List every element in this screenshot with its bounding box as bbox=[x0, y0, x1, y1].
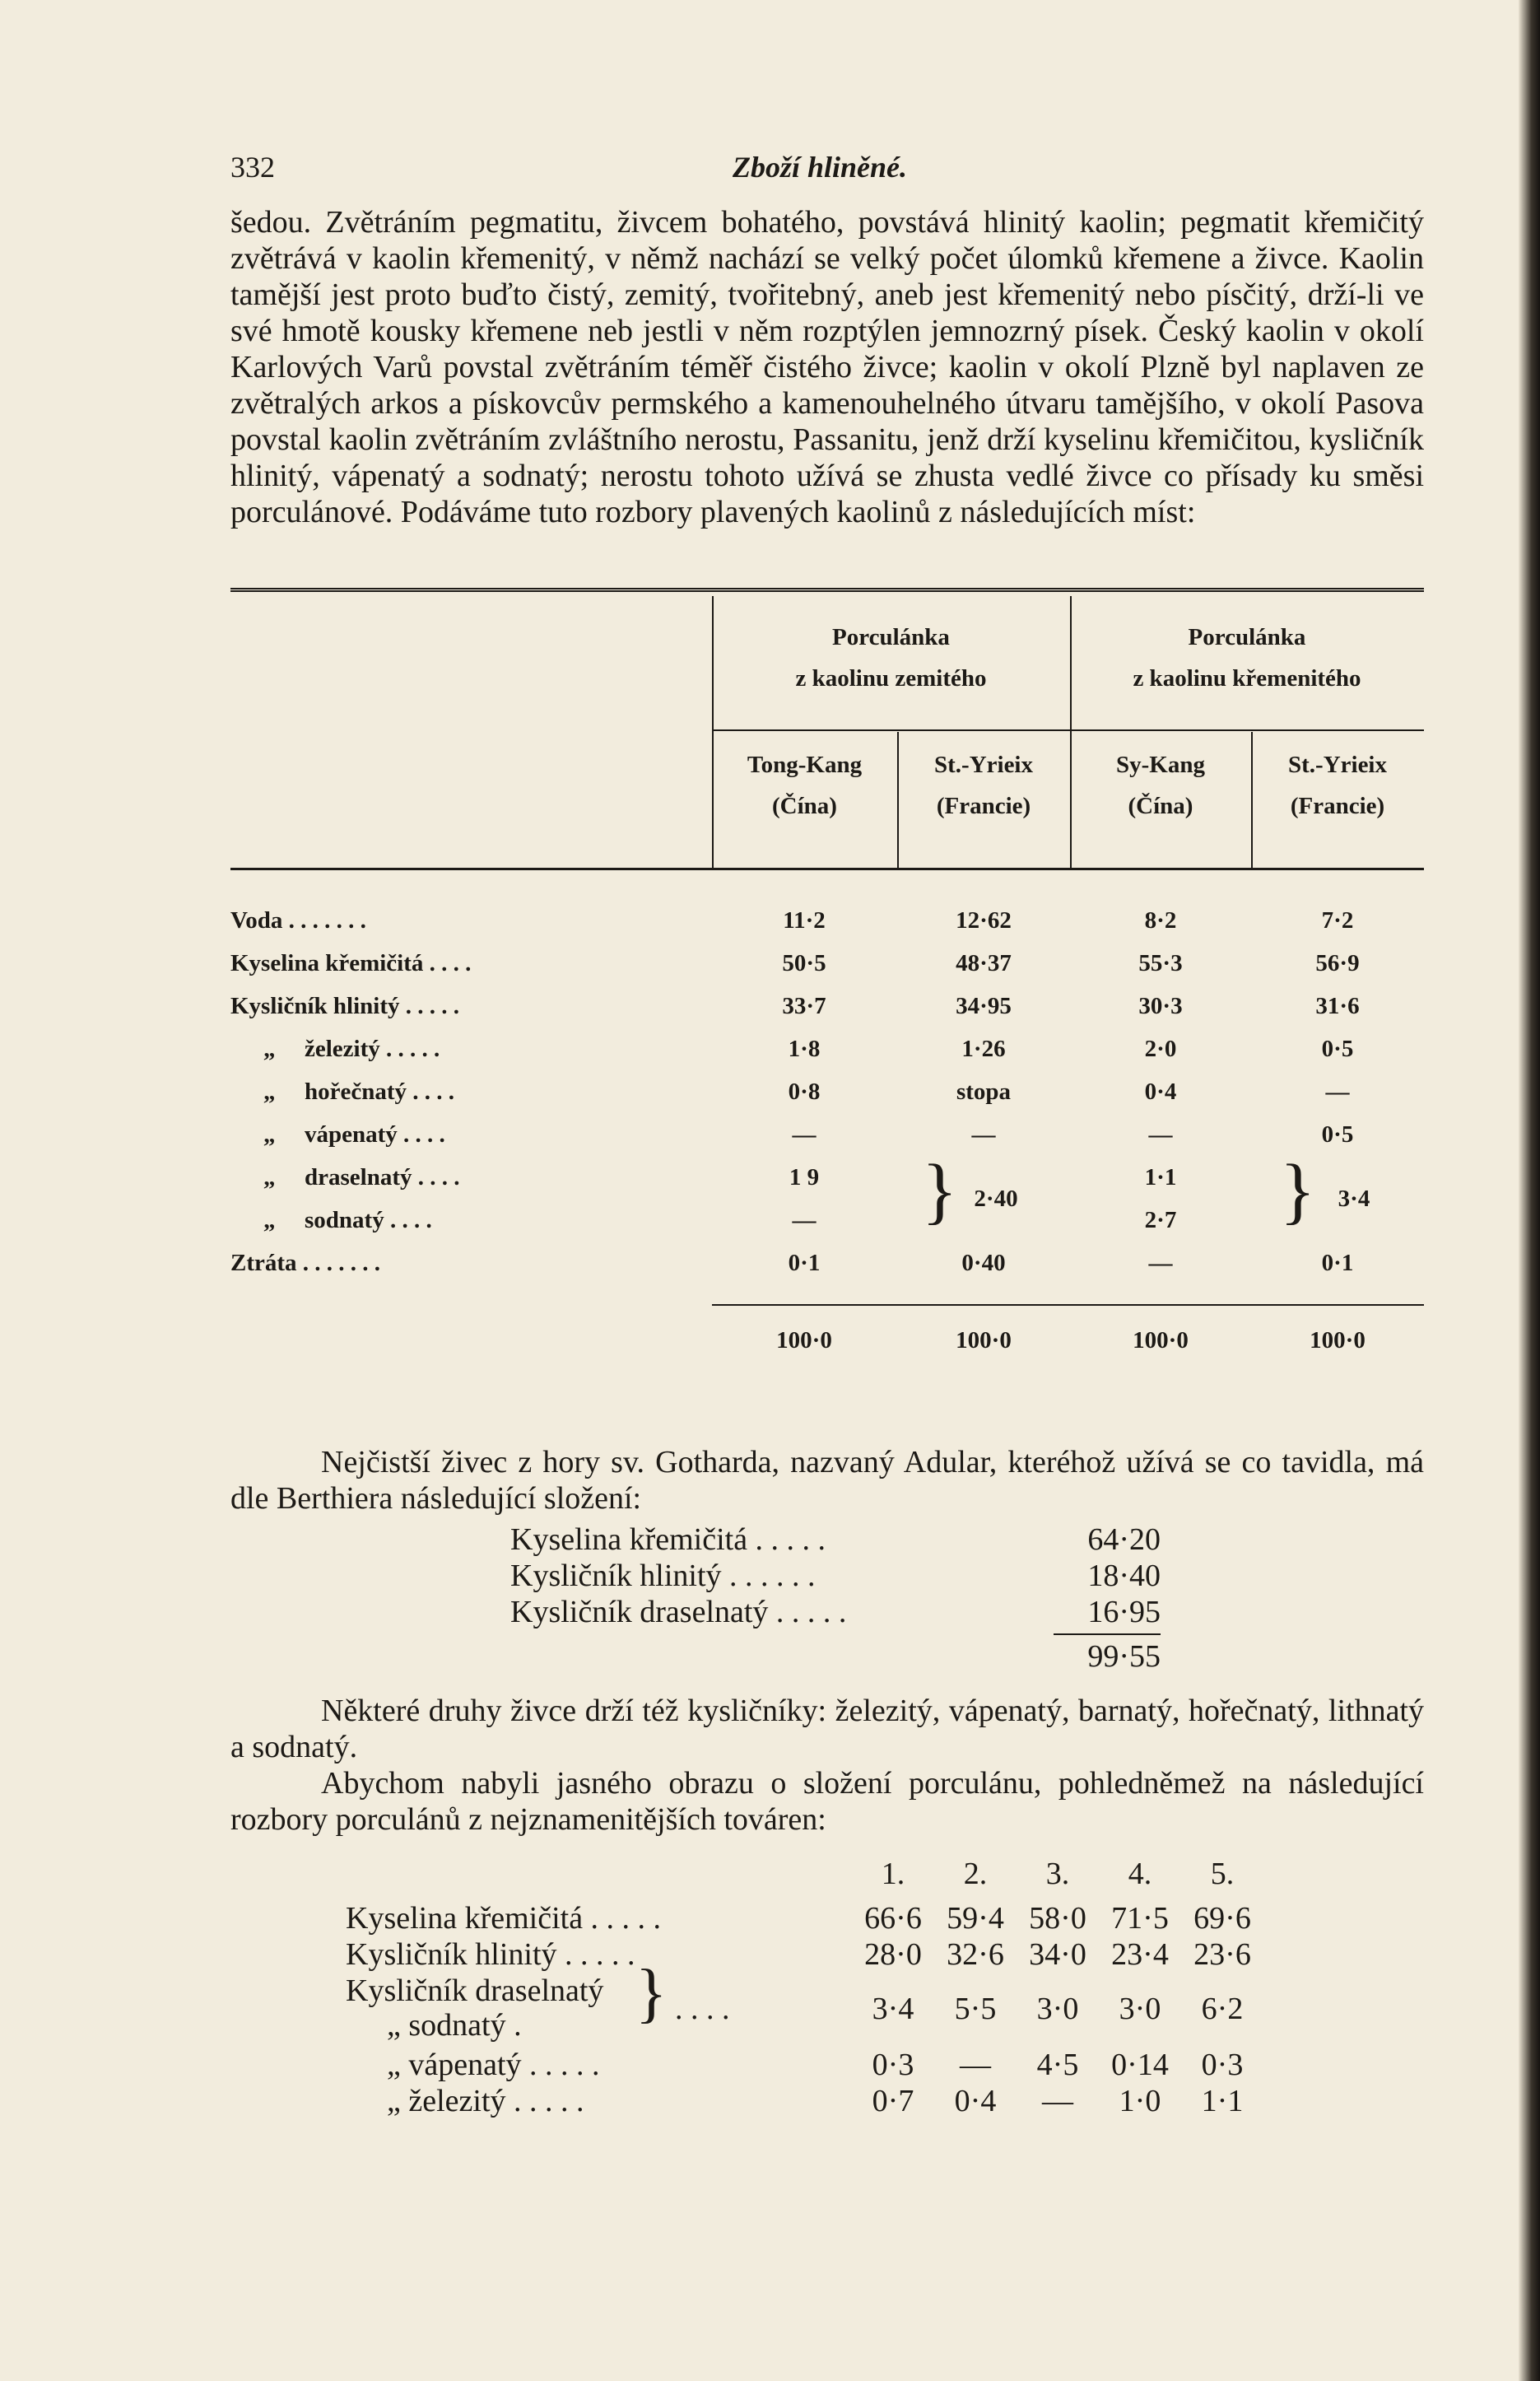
composition-label: Kysličník hlinitý . . . . . . bbox=[510, 1559, 816, 1593]
table-cell: 3·0 bbox=[1036, 1992, 1079, 2026]
row-label-text: Kysličník hlinitý . . . . . bbox=[230, 993, 459, 1019]
table-cell: 55·3 bbox=[1138, 950, 1183, 976]
table-row-label bbox=[230, 1079, 454, 1106]
composition-total: 99·55 bbox=[1087, 1639, 1161, 1674]
table-top-rule bbox=[230, 588, 1424, 595]
table-cell: 31·6 bbox=[1315, 993, 1360, 1019]
row-label-text: draselnatý . . . . bbox=[305, 1164, 460, 1190]
totals-rule bbox=[712, 1304, 1424, 1306]
paragraph-1: šedou. Zvětráním pegmatitu, živcem bohatého, povstává hlinitý kaolin; pegmatit křemičitý zvětrává v kaolin křemenitý, v němž nachází se velký počet úlomků křemene a živce. Kaolin tamější jest proto buďto čistý, zemitý, tvořitebný, aneb jest křemenitý nebo písčitý, drží-li ve své hmotě kousky křemene neb jestli v něm rozptýlen jemnozrný písek. Český kaolin v okolí Karlových Varů povstal zvětráním téměř čistého živce; kaolin v okolí Plzně byl naplaven ze zvětralých arkos a pískovcův permského a kamenouhelného útvaru tamějšího, v okolí Pasova povstal kaolin zvětráním zvláštního nerostu, Passanitu, jenž drží kyselinu křemičitou, kysličník hlinitý, vápenatý a sodnatý; nerostu tohoto užívá se zhusta vedlé živce co přísady ku směsi porculánové. Podáváme tuto rozbory plavených kaolinů z následujících míst: bbox=[230, 205, 1424, 529]
table-row-label bbox=[230, 993, 459, 1020]
table-cell: 0·4 bbox=[1144, 1079, 1177, 1105]
column-header: 5. bbox=[1210, 1857, 1235, 1891]
table-cell: — bbox=[971, 1121, 996, 1148]
porcelain-analyses bbox=[230, 1856, 1424, 2127]
group2-line2: z kaolinu křemenitého bbox=[1133, 665, 1361, 692]
paragraph-4: Abychom nabyli jasného obrazu o složení porculánu, pohledněmež na následující rozbory porculánů z nejznamenitějších továren: bbox=[230, 1766, 1424, 1837]
table-cell: 1·1 bbox=[1201, 2084, 1244, 2118]
column-name: St.-Yrieix bbox=[934, 752, 1033, 778]
row-label: Kysličník draselnatý bbox=[346, 1973, 604, 2008]
column-name: Sy-Kang bbox=[1116, 752, 1205, 778]
row-label-text: vápenatý . . . . bbox=[305, 1121, 445, 1148]
column-name: Tong-Kang bbox=[747, 752, 863, 778]
row-label-text: Ztráta . . . . . . . bbox=[230, 1250, 381, 1276]
brace-icon: } bbox=[1280, 1150, 1316, 1232]
table-row-label bbox=[230, 1207, 432, 1234]
group-header-1 bbox=[712, 617, 1070, 699]
table-cell: 66·6 bbox=[864, 1901, 922, 1936]
table-cell: 0·5 bbox=[1321, 1121, 1354, 1148]
composition-value: 18·40 bbox=[1087, 1559, 1161, 1593]
table-row-label bbox=[230, 907, 366, 934]
sum-rule bbox=[1054, 1633, 1161, 1635]
ditto-mark: „ bbox=[263, 1121, 276, 1148]
group-header-2 bbox=[1070, 617, 1424, 699]
page-number: 332 bbox=[230, 151, 275, 184]
table-cell: 2·7 bbox=[1144, 1207, 1177, 1233]
composition-label: Kysličník draselnatý . . . . . bbox=[510, 1595, 847, 1629]
running-title: Zboží hliněné. bbox=[733, 151, 908, 184]
page-header bbox=[230, 140, 1424, 189]
table-cell: 2·0 bbox=[1144, 1036, 1177, 1062]
ditto-mark: „ bbox=[263, 1079, 276, 1105]
column-header: 3. bbox=[1045, 1857, 1070, 1891]
table-cell-merged: 2·40 bbox=[974, 1186, 1018, 1212]
composition-value: 16·95 bbox=[1087, 1595, 1161, 1629]
table-cell: stopa bbox=[956, 1079, 1012, 1105]
table-cell: 0·14 bbox=[1111, 2048, 1169, 2082]
table-cell: 69·6 bbox=[1193, 1901, 1251, 1936]
table-header-rule bbox=[230, 868, 1424, 870]
table-cell: 1·26 bbox=[961, 1036, 1006, 1062]
table-cell: — bbox=[1148, 1250, 1173, 1276]
column-name: St.-Yrieix bbox=[1288, 752, 1387, 778]
table-cell: 5·5 bbox=[954, 1992, 997, 2026]
table-row-label bbox=[230, 1250, 380, 1277]
table-cell: 11·2 bbox=[783, 907, 826, 934]
table-row-label bbox=[230, 1164, 460, 1191]
page bbox=[230, 140, 1424, 2127]
row-label-text: Kyselina křemičitá . . . . bbox=[230, 950, 472, 976]
table-cell: 1·0 bbox=[1119, 2084, 1161, 2118]
table-cell: 48·37 bbox=[956, 950, 1012, 976]
table-cell: 34·0 bbox=[1029, 1937, 1086, 1972]
column-country: (Čína) bbox=[772, 793, 837, 819]
table-cell: 0·40 bbox=[961, 1250, 1006, 1276]
row-label: Kyselina křemičitá . . . . . bbox=[346, 1901, 662, 1936]
row-label-text: sodnatý . . . . bbox=[305, 1207, 432, 1233]
column-header bbox=[712, 744, 897, 827]
table-cell: 4·5 bbox=[1036, 2048, 1079, 2082]
group1-line2: z kaolinu zemitého bbox=[795, 665, 987, 692]
table-cell: 28·0 bbox=[864, 1937, 922, 1972]
table-cell: 58·0 bbox=[1029, 1901, 1086, 1936]
row-label-text: železitý . . . . . bbox=[305, 1036, 440, 1062]
table-cell: 71·5 bbox=[1111, 1901, 1169, 1936]
row-label: Kysličník hlinitý . . . . . bbox=[346, 1937, 635, 1972]
column-country: (Francie) bbox=[936, 793, 1031, 819]
book-spine-shadow bbox=[1519, 0, 1540, 2381]
brace-icon: } bbox=[922, 1150, 958, 1232]
table-cell: 1·1 bbox=[1144, 1164, 1177, 1190]
table-cell-merged: 3·4 bbox=[1338, 1186, 1370, 1212]
table-total: 100·0 bbox=[1133, 1327, 1189, 1354]
table-row-label bbox=[230, 1036, 440, 1063]
row-label-text: hořečnatý . . . . bbox=[305, 1079, 455, 1105]
table-cell: 32·6 bbox=[947, 1937, 1004, 1972]
ditto-mark: „ bbox=[263, 1036, 276, 1062]
table-subheader-rule bbox=[712, 729, 1424, 731]
table-cell: 34·95 bbox=[956, 993, 1012, 1019]
row-label: „ železitý . . . . . bbox=[387, 2084, 584, 2118]
table-cell: 23·4 bbox=[1111, 1937, 1169, 1972]
kaolin-analysis-table bbox=[230, 588, 1424, 1378]
paragraph-3: Některé druhy živce drží též kysličníky: železitý, vápenatý, barnatý, hořečnatý, lithnatý a sodnatý. bbox=[230, 1694, 1424, 1764]
paragraph-2: Nejčistší živec z hory sv. Gotharda, nazvaný Adular, kteréhož užívá se co tavidla, má dle Berthiera následující složení: bbox=[230, 1445, 1424, 1516]
table-cell: — bbox=[1148, 1121, 1173, 1148]
table-cell: 1·8 bbox=[788, 1036, 821, 1062]
column-country: (Francie) bbox=[1290, 793, 1385, 819]
brace-icon: } bbox=[635, 1957, 668, 2029]
composition-value: 64·20 bbox=[1087, 1522, 1161, 1557]
table-cell: 0·7 bbox=[872, 2084, 914, 2118]
row-label-text: Voda . . . . . . . bbox=[230, 907, 366, 934]
table-total: 100·0 bbox=[1310, 1327, 1366, 1354]
table-cell: 1 9 bbox=[789, 1164, 820, 1190]
table-cell: — bbox=[1325, 1079, 1350, 1105]
group2-line1: Porculánka bbox=[1188, 624, 1306, 650]
table-cell: 0·5 bbox=[1321, 1036, 1354, 1062]
table-cell: — bbox=[1042, 2084, 1073, 2118]
table-cell: 0·8 bbox=[788, 1079, 821, 1105]
table-total: 100·0 bbox=[776, 1327, 832, 1354]
ditto-mark: „ bbox=[263, 1207, 276, 1233]
table-cell: 3·4 bbox=[872, 1992, 914, 2026]
table-cell: 50·5 bbox=[782, 950, 826, 976]
table-cell: — bbox=[960, 2048, 991, 2082]
row-label-secondary: „ sodnatý . bbox=[387, 2008, 522, 2043]
column-header bbox=[897, 744, 1070, 827]
table-cell: 23·6 bbox=[1193, 1937, 1251, 1972]
table-total: 100·0 bbox=[956, 1327, 1012, 1354]
table-cell: 33·7 bbox=[782, 993, 826, 1019]
table-cell: 59·4 bbox=[947, 1901, 1004, 1936]
ditto-mark: „ bbox=[263, 1164, 276, 1190]
column-header: 1. bbox=[881, 1857, 905, 1891]
column-country: (Čína) bbox=[1128, 793, 1193, 819]
table-cell: 0·3 bbox=[872, 2048, 914, 2082]
column-header: 2. bbox=[963, 1857, 988, 1891]
row-label: „ vápenatý . . . . . bbox=[387, 2048, 600, 2082]
table-cell: 0·1 bbox=[788, 1250, 821, 1276]
table-cell: — bbox=[792, 1121, 817, 1148]
group1-line1: Porculánka bbox=[832, 624, 950, 650]
table-cell: 6·2 bbox=[1201, 1992, 1244, 2026]
column-header bbox=[1070, 744, 1251, 827]
table-cell: 0·1 bbox=[1321, 1250, 1354, 1276]
composition-label: Kyselina křemičitá . . . . . bbox=[510, 1522, 826, 1557]
table-cell: 3·0 bbox=[1119, 1992, 1161, 2026]
table-cell: 0·3 bbox=[1201, 2048, 1244, 2082]
column-header bbox=[1251, 744, 1424, 827]
table-cell: 7·2 bbox=[1321, 907, 1354, 934]
table-cell: 8·2 bbox=[1144, 907, 1177, 934]
table-cell: 12·62 bbox=[956, 907, 1012, 934]
table-cell: 0·4 bbox=[954, 2084, 997, 2118]
column-header: 4. bbox=[1128, 1857, 1152, 1891]
table-row-label bbox=[230, 1121, 445, 1149]
table-row-label bbox=[230, 950, 471, 977]
row-leader-dots: . . . . bbox=[675, 1992, 730, 2026]
table-cell: 56·9 bbox=[1315, 950, 1360, 976]
table-cell: 30·3 bbox=[1138, 993, 1183, 1019]
adular-composition bbox=[230, 1521, 1424, 1686]
table-cell: — bbox=[792, 1207, 817, 1233]
